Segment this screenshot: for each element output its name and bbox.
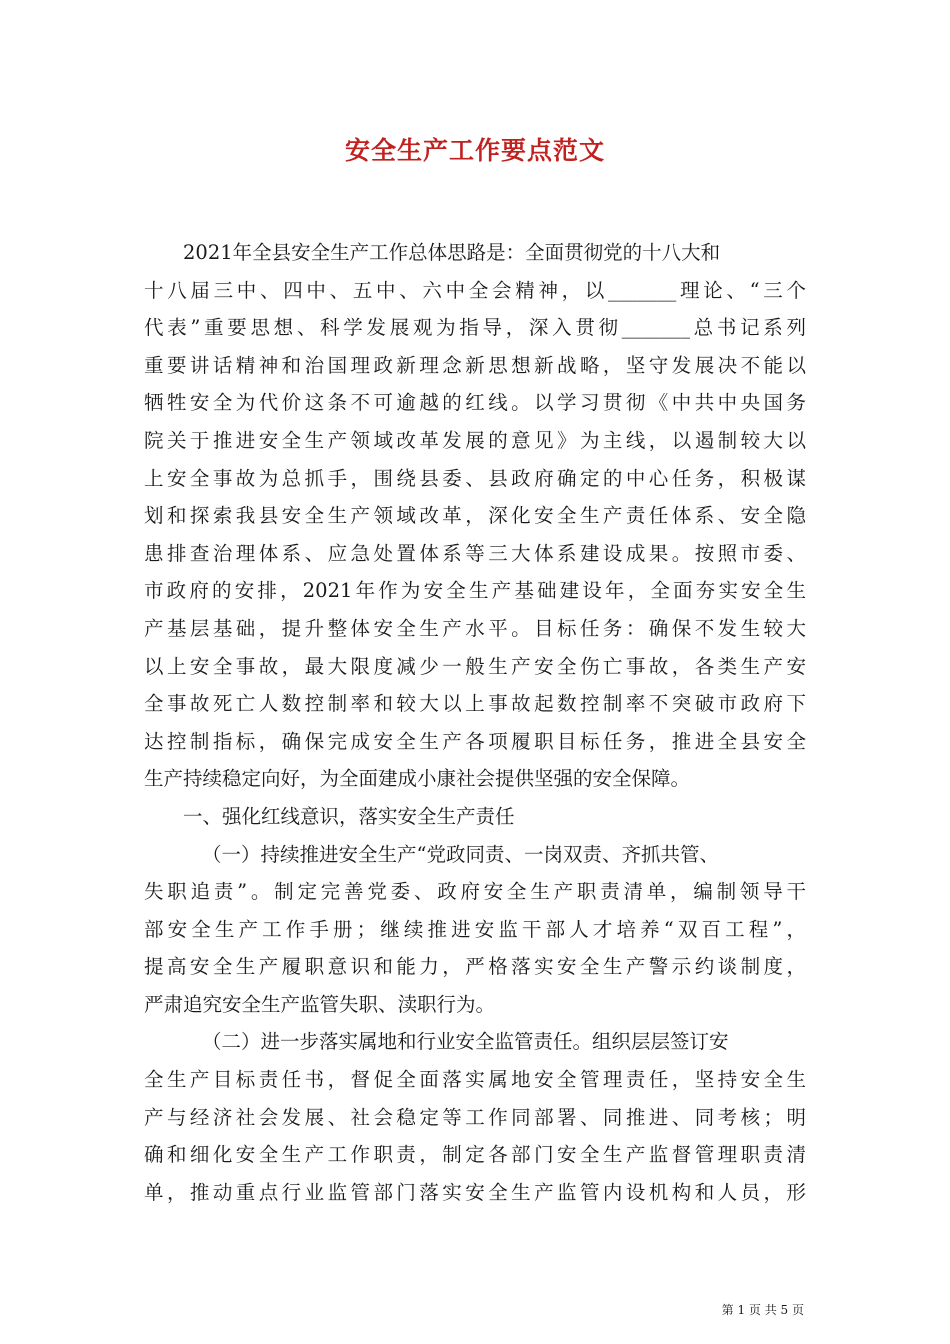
body-line: 上安全事故为总抓手，围绕县委、县政府确定的中心任务，积极谋 [144, 466, 806, 490]
body-line: 全生产目标责任书，督促全面落实属地安全管理责任，坚持安全生 [144, 1068, 806, 1092]
body-line: 单，推动重点行业监管部门落实安全生产监管内设机构和人员，形 [144, 1180, 806, 1204]
body-line: 严肃追究安全生产监管失职、渎职行为。 [144, 992, 496, 1016]
document-body [144, 234, 806, 1211]
body-line: 以上安全事故，最大限度减少一般生产安全伤亡事故，各类生产安 [144, 654, 806, 678]
body-line: 划和探索我县安全生产领域改革，深化安全生产责任体系、安全隐 [144, 504, 806, 528]
body-line: 牺牲安全为代价这条不可逾越的红线。以学习贯彻《中共中央国务 [144, 391, 806, 415]
body-line: 代表”重要思想、科学发展观为指导，深入贯彻_______总书记系列 [144, 316, 806, 340]
body-line: 失职追责”。制定完善党委、政府安全生产职责清单，编制领导干 [144, 880, 806, 904]
body-line: 产基层基础，提升整体安全生产水平。目标任务：确保不发生较大 [144, 616, 806, 640]
body-line: 市政府的安排，2021年作为安全生产基础建设年，全面夯实安全生 [144, 579, 806, 603]
body-line: 全事故死亡人数控制率和较大以上事故起数控制率不突破市政府下 [144, 692, 806, 716]
body-line: 部安全生产工作手册；继续推进安监干部人才培养“双百工程”， [144, 917, 806, 941]
document-title: 安全生产工作要点范文 [344, 136, 605, 165]
subsection-heading-line: （一）持续推进安全生产“党政同责、一岗双责、齐抓共管、 [202, 842, 719, 866]
body-line: 十八届三中、四中、五中、六中全会精神，以_______理论、“三个 [144, 278, 806, 302]
body-line: 提高安全生产履职意识和能力，严格落实安全生产警示约谈制度， [144, 955, 806, 979]
body-line: 院关于推进安全生产领域改革发展的意见》为主线，以遏制较大以 [144, 428, 806, 452]
page-number: 第 1 页 共 5 页 [721, 1303, 804, 1317]
body-line: 重要讲话精神和治国理政新理念新思想新战略，坚守发展决不能以 [144, 353, 806, 377]
body-line: 生产持续稳定向好，为全面建成小康社会提供坚强的安全保障。 [144, 767, 691, 791]
body-line: 患排查治理体系、应急处置体系等三大体系建设成果。按照市委、 [144, 541, 806, 565]
body-line: 产与经济社会发展、社会稳定等工作同部署、同推进、同考核；明 [144, 1105, 806, 1129]
body-line: 2021年全县安全生产工作总体思路是：全面贯彻党的十八大和 [183, 241, 721, 264]
body-line: 达控制指标，确保完成安全生产各项履职目标任务，推进全县安全 [144, 729, 806, 753]
section-heading: 一、强化红线意识，落实安全生产责任 [183, 804, 515, 828]
subsection-heading-line: （二）进一步落实属地和行业安全监管责任。组织层层签订安 [202, 1030, 729, 1054]
body-line: 确和细化安全生产工作职责，制定各部门安全生产监督管理职责清 [144, 1143, 806, 1167]
